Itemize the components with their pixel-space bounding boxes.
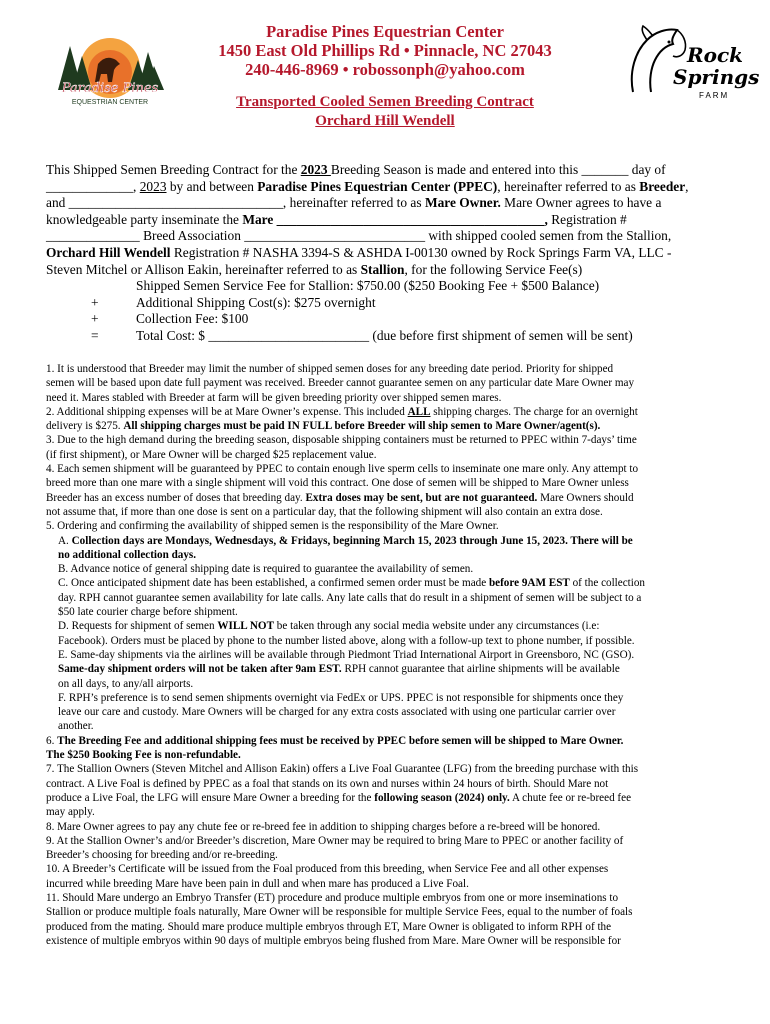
- season-year: 2023: [300, 162, 331, 177]
- term-line: [46, 662, 736, 676]
- term-text: of the collection: [569, 577, 646, 590]
- term-text: Mare Owners should: [537, 491, 634, 504]
- stallion-title: Orchard Hill Wendell: [315, 113, 455, 129]
- term-line: 4. Each semen shipment will be guaranteed by PPEC to contain enough live sperm cells to inseminate one mare only. Any attempt to: [46, 463, 639, 476]
- term-text: D. Requests for shipment of semen: [58, 620, 218, 633]
- rock-springs-logo: [625, 22, 760, 106]
- term-line: Stallion or produce multiple foals naturally, Mare Owner will be responsible for multiple Service Fees, equal to the number of foals: [46, 906, 633, 919]
- term-text: delivery is $275.: [46, 420, 124, 433]
- term-line: [46, 619, 736, 633]
- center-name: Paradise Pines Equestrian Center: [266, 22, 504, 41]
- term-line: incurred while breeding Mare have been pain in dull and when mare has produced a Live Foal.: [46, 877, 469, 890]
- term-text: C. Once anticipated shipment date has been established, a confirmed semen order must be made: [58, 577, 489, 590]
- fee-text: Total Cost: $ ________________________ (due before first shipment of semen will be sent): [136, 327, 633, 343]
- terms-list: [46, 362, 736, 948]
- fee-line: [46, 295, 736, 312]
- intro-text: and ________________________________, hereinafter referred to as: [46, 195, 425, 211]
- term-text: A.: [58, 534, 72, 547]
- fee-line: [46, 328, 736, 345]
- term-line: [46, 748, 736, 762]
- term-emphasis: before 9AM EST: [488, 577, 570, 590]
- logo-left-text2: EQUESTRIAN CENTER: [71, 99, 149, 106]
- mare-field: Mare ________________________________________,: [242, 211, 548, 227]
- intro-text: Mare Owner agrees to have a: [500, 195, 662, 211]
- term-line: [46, 405, 736, 419]
- term-line: E. Same-day shipments via the airlines will be available through Piedmont Triad International Airport in Greensboro, NC (GSO).: [58, 648, 635, 661]
- term-emphasis: All shipping charges must be paid IN FULL before Breeder will ship semen to Mare Owner/agent(s).: [123, 420, 601, 433]
- intro-text: Registration # NASHA 3394-S & ASHDA I-00130 owned by Rock Springs Farm VA, LLC -: [170, 244, 672, 260]
- intro-line: [46, 162, 736, 179]
- term-text: Breeder has an excess number of doses that breeding day.: [46, 491, 306, 504]
- breeder-label: Breeder: [639, 178, 686, 194]
- fee-text: Additional Shipping Cost(s): $275 overnight: [136, 294, 376, 310]
- term-line: leave our care and custody. Mare Owners will be charged for any extra costs associated with using one particular carrier over: [58, 706, 616, 719]
- intro-text: Registration #: [547, 211, 627, 227]
- intro-paragraph: [46, 162, 736, 345]
- term-text: 2. Additional shipping expenses will be at Mare Owner’s expense. This included: [46, 405, 408, 418]
- term-line: may apply.: [46, 806, 95, 819]
- term-line: (if first shipment), or Mare Owner will be charged $25 replacement value.: [46, 448, 377, 461]
- intro-line: ______________ Breed Association ___________________________ with shipped cooled semen from the Stallion,: [46, 228, 672, 244]
- term-line: day. RPH cannot guarantee semen availability for late calls. Any late calls that do result in a shipment of semen will be subject to a: [58, 591, 642, 604]
- fee-line: Shipped Semen Service Fee for Stallion: $750.00 ($250 Booking Fee + $500 Balance): [136, 278, 600, 294]
- term-line: not assume that, if more than one dose is sent on a particular day, that the following shipment will also contain an extra dose.: [46, 505, 603, 518]
- term-line: semen will be based upon date full payment was received. Breeder cannot guarantee semen on any particular date Mare Owner may: [46, 377, 635, 390]
- stallion-label: Stallion: [360, 261, 405, 277]
- term-line: 10. A Breeder’s Certificate will be issued from the Foal produced from this breeding, when Service Fee and all other expenses: [46, 863, 609, 876]
- paradise-pines-logo: [50, 26, 170, 108]
- term-line: breed more than one mare with a single shipment will void this contract. One dose of semen will be shipped to Mare Owner unless: [46, 477, 629, 490]
- term-text: RPH cannot guarantee that airline shipments will be available: [341, 663, 620, 676]
- intro-line: [46, 245, 736, 262]
- term-emphasis: ALL: [407, 405, 431, 418]
- intro-line: [46, 179, 736, 196]
- term-text: shipping charges. The charge for an overnight: [430, 405, 638, 418]
- term-text: 6.: [46, 734, 58, 747]
- center-address: 1450 East Old Phillips Rd • Pinnacle, NC 27043: [218, 41, 552, 60]
- term-line: 5. Ordering and confirming the availability of shipped semen is the responsibility of the Mare Owner.: [46, 520, 499, 533]
- term-line: 3. Due to the high demand during the breeding season, disposable shipping containers must be returned to PPEC within 7-days’ time: [46, 434, 637, 447]
- term-line: existence of multiple embryos within 90 days of multiple embryos being flushed from Mare. Mare Owner will be responsible for: [46, 934, 621, 947]
- logo-right-text3: FARM: [699, 91, 730, 100]
- contract-year: 2023: [139, 178, 167, 194]
- plus-symbol: +: [91, 311, 99, 327]
- equals-symbol: =: [91, 327, 99, 343]
- term-text: produce a Live Foal, the LFG will ensure Mare Owner a breeding for the: [46, 791, 375, 804]
- intro-text: Breeding Season is made and entered into this _______ day of: [330, 162, 666, 177]
- term-emphasis: WILL NOT: [217, 620, 275, 633]
- logo-right-text2: Springs: [673, 65, 760, 89]
- fee-line: [46, 311, 736, 328]
- contract-title: Transported Cooled Semen Breeding Contract: [236, 94, 534, 110]
- intro-text: ,: [685, 178, 689, 194]
- term-line: contract. A Live Foal is defined by PPEC as a foal that stands on its own and nurses within 24 hours of birth. Should Mare not: [46, 777, 609, 790]
- plus-symbol: +: [91, 294, 99, 310]
- term-line: [46, 534, 736, 548]
- term-emphasis: Collection days are Mondays, Wednesdays, & Fridays, beginning March 15, 2023 through June 15, 2023. There will be: [71, 534, 633, 547]
- term-emphasis: Same-day shipment orders will not be taken after 9am EST.: [58, 663, 342, 676]
- intro-text: , for the following Service Fee(s): [404, 261, 583, 277]
- intro-text: _____________,: [46, 178, 140, 194]
- term-line: 9. At the Stallion Owner’s and/or Breeder’s discretion, Mare Owner may be required to bring Mare to PPEC or another facility of: [46, 834, 624, 847]
- term-line: [46, 491, 736, 505]
- intro-line: [46, 262, 736, 279]
- fee-text: Collection Fee: $100: [136, 311, 249, 327]
- term-line: [46, 791, 736, 805]
- term-emphasis: The $250 Booking Fee is non-refundable.: [46, 749, 241, 762]
- term-line: need it. Mares stabled with Breeder at farm will be given breeding priority over shipped semen mares.: [46, 391, 502, 404]
- term-text: be taken through any social media website under any circumstances (i.e:: [274, 620, 600, 633]
- logo-left-text1: Paradise Pines: [61, 81, 159, 96]
- term-line: 7. The Stallion Owners (Steven Mitchel and Allison Eakin) offers a Live Foal Guarantee (LFG) from the breeding purchase with this: [46, 763, 639, 776]
- term-emphasis: The Breeding Fee and additional shipping fees must be received by PPEC before semen will be shipped to Mare Owner.: [57, 734, 624, 747]
- mare-owner-label: Mare Owner.: [424, 195, 501, 211]
- center-contact: 240-446-8969 • robossonph@yahoo.com: [245, 60, 525, 79]
- term-line: $50 late courier charge before shipment.: [58, 606, 238, 619]
- term-emphasis: Extra doses may be sent, but are not guaranteed.: [305, 491, 538, 504]
- logo-right-text1: Rock: [687, 43, 743, 67]
- term-line: another.: [58, 720, 94, 733]
- term-line: Facebook). Orders must be placed by phone to the number listed above, along with a follow-up text to phone number, if possible.: [58, 634, 635, 647]
- term-line: B. Advance notice of general shipping date is required to guarantee the availability of semen.: [58, 563, 474, 576]
- intro-text: , hereinafter referred to as: [497, 178, 640, 194]
- term-line: Breeder’s choosing for breeding and/or re-breeding.: [46, 849, 278, 862]
- intro-line: [46, 212, 736, 229]
- intro-text: by and between: [166, 178, 258, 194]
- term-line: [46, 548, 736, 562]
- term-text: A chute fee or re-breed fee: [509, 791, 632, 804]
- term-line: 11. Should Mare undergo an Embryo Transfer (ET) procedure and produce multiple embryos from one or more inseminations to: [46, 891, 619, 904]
- intro-text: Steven Mitchel or Allison Eakin, hereinafter referred to as: [46, 261, 361, 277]
- term-line: [46, 419, 736, 433]
- term-line: on all days, to any/all airports.: [58, 677, 194, 690]
- intro-text: This Shipped Semen Breeding Contract for the: [46, 162, 301, 177]
- term-line: produced from the mating. Should mare produce multiple embryos through ET, Mare Owner is obligated to inform RPH of the: [46, 920, 612, 933]
- term-line: 8. Mare Owner agrees to pay any chute fee or re-breed fee in addition to shipping charges before a re-breed will be honored.: [46, 820, 601, 833]
- intro-text: knowledgeable party inseminate the: [46, 211, 243, 227]
- term-line: 1. It is understood that Breeder may limit the number of shipped semen doses for any breeding date period. Priority for shipped: [46, 363, 614, 375]
- stallion-name: Orchard Hill Wendell: [46, 244, 171, 260]
- term-emphasis: no additional collection days.: [58, 548, 197, 561]
- term-line: F. RPH’s preference is to send semen shipments overnight via FedEx or UPS. PPEC is not responsible for shipments once they: [58, 691, 624, 704]
- term-line: [46, 734, 736, 748]
- term-line: [46, 576, 736, 590]
- term-emphasis: following season (2024) only.: [374, 791, 510, 804]
- breeder-name: Paradise Pines Equestrian Center (PPEC): [257, 178, 498, 194]
- intro-line: [46, 195, 736, 212]
